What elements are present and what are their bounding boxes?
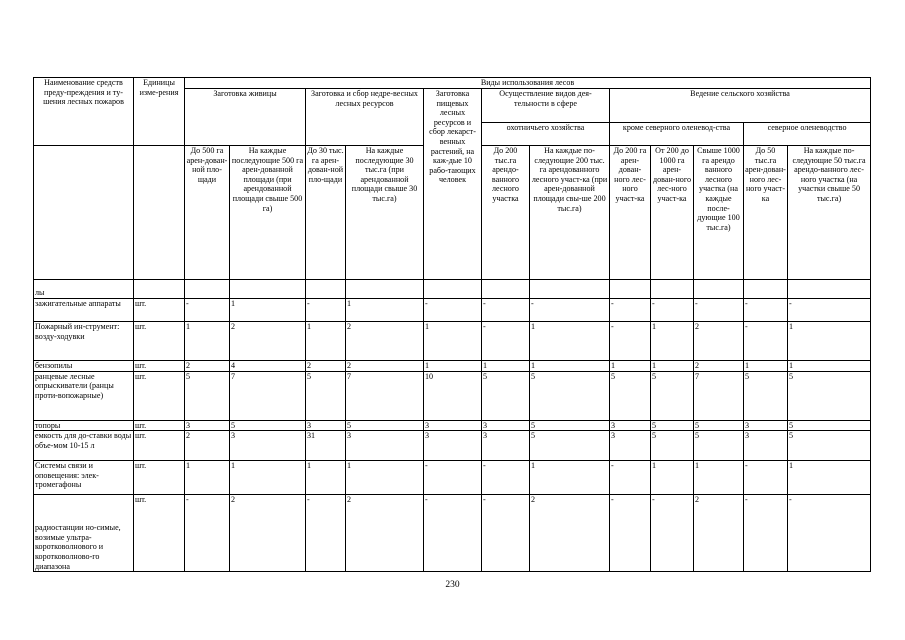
row-value: - xyxy=(424,495,482,572)
row-value: 3 xyxy=(744,420,788,431)
header-selhoz: Ведение сельского хозяйства xyxy=(610,89,871,123)
row-name: Системы связи и оповещения: элек-тромегафоны xyxy=(34,461,134,495)
row-value: 2 xyxy=(230,495,306,572)
table-row xyxy=(34,371,871,420)
row-value: 1 xyxy=(424,322,482,361)
header-name-cont xyxy=(34,146,134,280)
fire-equipment-table xyxy=(33,77,871,572)
row-value: 1 xyxy=(788,361,871,372)
row-name: топоры xyxy=(34,420,134,431)
header-unit: Единицы изме-рения xyxy=(134,78,185,146)
row-value: 3 xyxy=(306,420,346,431)
row-value: 1 xyxy=(694,461,744,495)
row-value: 10 xyxy=(424,371,482,420)
row-value xyxy=(694,280,744,299)
table-row xyxy=(34,461,871,495)
row-value: 3 xyxy=(230,431,306,461)
row-unit: шт. xyxy=(134,495,185,572)
row-value: 5 xyxy=(694,420,744,431)
row-name: лы xyxy=(34,280,134,299)
row-value: - xyxy=(482,461,530,495)
sub-header: До 500 га арен-дован-ной пло-щади xyxy=(185,146,230,280)
row-value xyxy=(530,280,610,299)
row-value: - xyxy=(185,299,230,322)
row-value: - xyxy=(610,322,651,361)
row-value: 3 xyxy=(744,431,788,461)
row-unit: шт. xyxy=(134,371,185,420)
row-value: 1 xyxy=(346,299,424,322)
row-value: - xyxy=(651,299,694,322)
header-zhivica: Заготовка живицы xyxy=(185,89,306,146)
row-value: 1 xyxy=(530,361,610,372)
row-value: 3 xyxy=(185,420,230,431)
sub-header: До 200 га арен-дован-ного лес-ного участ-ка xyxy=(610,146,651,280)
row-value: 5 xyxy=(530,371,610,420)
row-value: - xyxy=(610,299,651,322)
row-value: - xyxy=(530,299,610,322)
row-value: 1 xyxy=(185,322,230,361)
row-value: 2 xyxy=(694,361,744,372)
row-value xyxy=(306,280,346,299)
row-value: 2 xyxy=(694,322,744,361)
row-value xyxy=(230,280,306,299)
row-value: 4 xyxy=(230,361,306,372)
row-value: 1 xyxy=(530,461,610,495)
row-value: 3 xyxy=(610,420,651,431)
header-nedrev: Заготовка и сбор недре-весных лесных ресурсов xyxy=(306,89,424,146)
header-unit-cont xyxy=(134,146,185,280)
row-unit: шт. xyxy=(134,299,185,322)
sub-header: На каждые последующие 30 тыс.га (при арендованной площади свыше 30 тыс.га) xyxy=(346,146,424,280)
row-value: - xyxy=(306,495,346,572)
row-value: 5 xyxy=(230,420,306,431)
row-value: 5 xyxy=(185,371,230,420)
row-value: 2 xyxy=(185,431,230,461)
sub-header: Свыше 1000 га арендо ванного лесного участка (на каждые после-дующие 100 тыс.га) xyxy=(694,146,744,280)
row-value: 3 xyxy=(482,431,530,461)
row-value: 1 xyxy=(610,361,651,372)
sub-header: На каждые по-следующие 200 тыс. га арендованного лесного участ-ка (при арен-дованной площади свы-ше 200 тыс.га) xyxy=(530,146,610,280)
row-value: - xyxy=(482,495,530,572)
row-value: 2 xyxy=(694,495,744,572)
row-value: 2 xyxy=(185,361,230,372)
row-value: 5 xyxy=(610,371,651,420)
row-value: 7 xyxy=(694,371,744,420)
header-pischevye: Заготовка пищевых лесных ресурсов и сбор лекарст-венных растений, на каж-дые 10 рабо-тающих человек xyxy=(424,89,482,280)
table-row xyxy=(34,280,871,299)
row-value: 5 xyxy=(651,420,694,431)
row-value: 5 xyxy=(744,371,788,420)
row-value: 3 xyxy=(346,431,424,461)
header-osush: Осуществление видов дея-тельности в сфере xyxy=(482,89,610,123)
table-row xyxy=(34,495,871,572)
row-value: 1 xyxy=(482,361,530,372)
row-value: - xyxy=(694,299,744,322)
sub-header: До 200 тыс.га арендо-ванного лесного участка xyxy=(482,146,530,280)
page-number: 230 xyxy=(445,580,460,590)
row-value: 5 xyxy=(306,371,346,420)
header-sever: северное оленеводство xyxy=(744,122,871,145)
row-value xyxy=(346,280,424,299)
row-value: 5 xyxy=(788,420,871,431)
row-value: - xyxy=(744,322,788,361)
row-value: - xyxy=(610,461,651,495)
row-unit: шт. xyxy=(134,322,185,361)
row-unit: шт. xyxy=(134,361,185,372)
row-value: - xyxy=(424,299,482,322)
header-uses: Виды использования лесов xyxy=(185,78,871,89)
header-name: Наименование средств преду-преждения и ту-шения лесных пожаров xyxy=(34,78,134,146)
row-value: 5 xyxy=(651,431,694,461)
sub-header: На каждые по-следующие 50 тыс.га арендо-ванного лес-ного участка (на участки свыше 50 тыс.га) xyxy=(788,146,871,280)
row-unit: шт. xyxy=(134,431,185,461)
row-value: - xyxy=(482,299,530,322)
row-value: 5 xyxy=(788,431,871,461)
row-value: 1 xyxy=(306,461,346,495)
table-row xyxy=(34,420,871,431)
row-value: 2 xyxy=(230,322,306,361)
row-value: 5 xyxy=(788,371,871,420)
header-krome: кроме северного оленевод-ства xyxy=(610,122,744,145)
header-ohot: охотничьего хозяйства xyxy=(482,122,610,145)
table-row xyxy=(34,299,871,322)
row-name: емкость для до-ставки воды объе-мом 10-15 л xyxy=(34,431,134,461)
table-row xyxy=(34,322,871,361)
row-unit: шт. xyxy=(134,420,185,431)
row-value: - xyxy=(424,461,482,495)
row-value: 1 xyxy=(230,299,306,322)
table-row xyxy=(34,361,871,372)
row-value xyxy=(185,280,230,299)
row-value: 5 xyxy=(530,420,610,431)
row-name: радиостанции но-симые, возимые ультра-коротковолнового и коротковолново-го диапазона xyxy=(34,495,134,572)
row-value xyxy=(610,280,651,299)
row-value: 3 xyxy=(610,431,651,461)
row-value xyxy=(482,280,530,299)
row-value: - xyxy=(744,495,788,572)
row-value xyxy=(651,280,694,299)
row-value: 2 xyxy=(306,361,346,372)
row-unit: шт. xyxy=(134,461,185,495)
row-value: 1 xyxy=(185,461,230,495)
row-value: 5 xyxy=(346,420,424,431)
row-value: 1 xyxy=(651,361,694,372)
row-value: 2 xyxy=(346,322,424,361)
row-value: 1 xyxy=(744,361,788,372)
row-value xyxy=(424,280,482,299)
row-value: 7 xyxy=(230,371,306,420)
row-value xyxy=(744,280,788,299)
row-value: - xyxy=(788,495,871,572)
row-value: - xyxy=(610,495,651,572)
row-value: 7 xyxy=(346,371,424,420)
row-value xyxy=(788,280,871,299)
row-name: зажигательные аппараты xyxy=(34,299,134,322)
row-value: 1 xyxy=(788,322,871,361)
row-value: 3 xyxy=(482,420,530,431)
row-value: 2 xyxy=(346,495,424,572)
row-value: - xyxy=(482,322,530,361)
table-row xyxy=(34,431,871,461)
row-name: бензопилы xyxy=(34,361,134,372)
row-value: 2 xyxy=(530,495,610,572)
row-value: 1 xyxy=(788,461,871,495)
row-value: - xyxy=(651,495,694,572)
row-value: - xyxy=(744,299,788,322)
row-value: 31 xyxy=(306,431,346,461)
row-value: - xyxy=(744,461,788,495)
row-value: 1 xyxy=(230,461,306,495)
sub-header: На каждые последующие 500 га арен-дованной площади (при арендованной площади свыше 500 га) xyxy=(230,146,306,280)
row-value: 1 xyxy=(306,322,346,361)
row-value: 5 xyxy=(530,431,610,461)
row-value: 3 xyxy=(424,431,482,461)
row-name: Пожарный ин-струмент: возду-ходувки xyxy=(34,322,134,361)
row-value: - xyxy=(185,495,230,572)
sub-header: До 50 тыс.га арен-дован-ного лес-ного участ-ка xyxy=(744,146,788,280)
row-value: 5 xyxy=(694,431,744,461)
row-value: 1 xyxy=(651,322,694,361)
row-value: 1 xyxy=(424,361,482,372)
row-unit xyxy=(134,280,185,299)
row-value: 1 xyxy=(651,461,694,495)
row-value: - xyxy=(788,299,871,322)
sub-header: От 200 до 1000 га арен-дован-ного лес-ного участ-ка xyxy=(651,146,694,280)
row-value: 1 xyxy=(530,322,610,361)
sub-header: До 30 тыс. га арен-дован-ной пло-щади xyxy=(306,146,346,280)
row-value: 5 xyxy=(482,371,530,420)
row-value: 1 xyxy=(346,461,424,495)
row-value: 5 xyxy=(651,371,694,420)
row-name: ранцевые лесные опрыскиватели (ранцы проти-вопожарные) xyxy=(34,371,134,420)
row-value: 3 xyxy=(424,420,482,431)
row-value: 2 xyxy=(346,361,424,372)
row-value: - xyxy=(306,299,346,322)
